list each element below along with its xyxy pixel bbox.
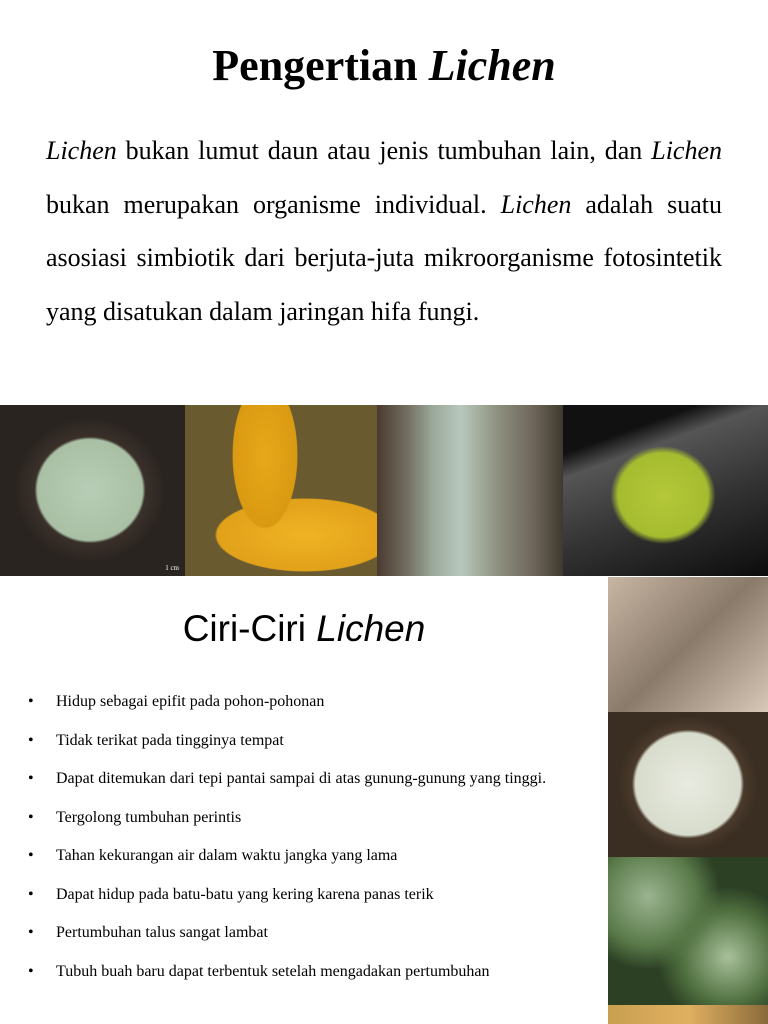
title-text: Pengertian bbox=[212, 41, 429, 90]
yellow-lichen-photo bbox=[185, 405, 377, 576]
list-item bbox=[0, 799, 575, 838]
italic-term: Lichen bbox=[46, 136, 117, 165]
page-title bbox=[0, 40, 768, 91]
bullet-icon: • bbox=[28, 924, 34, 941]
heading-italic: Lichen bbox=[316, 608, 426, 649]
orange-lichen-photo bbox=[608, 1005, 768, 1024]
list-item-text: Tubuh buah baru dapat terbentuk setelah mengadakan pertumbuhan bbox=[56, 962, 490, 980]
italic-term: Lichen bbox=[651, 136, 722, 165]
list-item bbox=[0, 837, 575, 876]
characteristics-list bbox=[0, 683, 575, 991]
rosette-lichen-photo bbox=[608, 712, 768, 857]
list-item-text: Tergolong tumbuhan perintis bbox=[56, 808, 242, 826]
bullet-icon: • bbox=[28, 731, 34, 749]
bark-lichen-photo bbox=[377, 405, 563, 576]
paragraph-text: bukan merupakan organisme individual. bbox=[46, 189, 501, 219]
scale-label: 1 cm bbox=[165, 564, 179, 572]
fruticose-lichen-photo bbox=[563, 405, 768, 576]
definition-paragraph bbox=[46, 124, 722, 338]
list-item bbox=[0, 722, 575, 761]
list-item-text: Hidup sebagai epifit pada pohon-pohonan bbox=[56, 693, 325, 710]
foliose-lichen-photo bbox=[0, 405, 185, 576]
bullet-icon: • bbox=[28, 693, 34, 710]
bullet-icon: • bbox=[28, 808, 34, 826]
list-item-text: Dapat ditemukan dari tepi pantai sampai di atas gunung-gunung yang tinggi. bbox=[56, 770, 547, 787]
paragraph-text: bukan lumut daun atau jenis tumbuhan lain, dan bbox=[116, 136, 652, 165]
list-item bbox=[0, 953, 575, 992]
list-item-text: Pertumbuhan talus sangat lambat bbox=[56, 924, 268, 941]
section-heading bbox=[0, 608, 608, 650]
crustose-lichen-photo bbox=[608, 577, 768, 712]
list-item bbox=[0, 914, 575, 953]
list-item-text: Dapat hidup pada batu-batu yang kering karena panas terik bbox=[56, 885, 434, 903]
heading-text: Ciri-Ciri bbox=[182, 608, 317, 649]
list-item bbox=[0, 683, 575, 722]
bullet-icon: • bbox=[28, 770, 34, 787]
lichen-photo-strip bbox=[0, 405, 768, 576]
list-item-text: Tahan kekurangan air dalam waktu jangka yang lama bbox=[56, 847, 398, 864]
list-item bbox=[0, 760, 575, 799]
italic-term: Lichen bbox=[500, 189, 572, 219]
bullet-icon: • bbox=[28, 962, 34, 980]
bullet-icon: • bbox=[28, 885, 34, 903]
title-italic: Lichen bbox=[428, 41, 556, 90]
bullet-icon: • bbox=[28, 847, 34, 864]
leafy-lichen-photo bbox=[608, 857, 768, 1005]
paragraph-text: adalah suatu asosiasi simbiotik dari berjuta-juta mikroorganisme fotosintetik yang disatukan dalam jaringan hifa fungi. bbox=[46, 189, 722, 326]
list-item-text: Tidak terikat pada tingginya tempat bbox=[56, 731, 284, 749]
list-item bbox=[0, 876, 575, 915]
